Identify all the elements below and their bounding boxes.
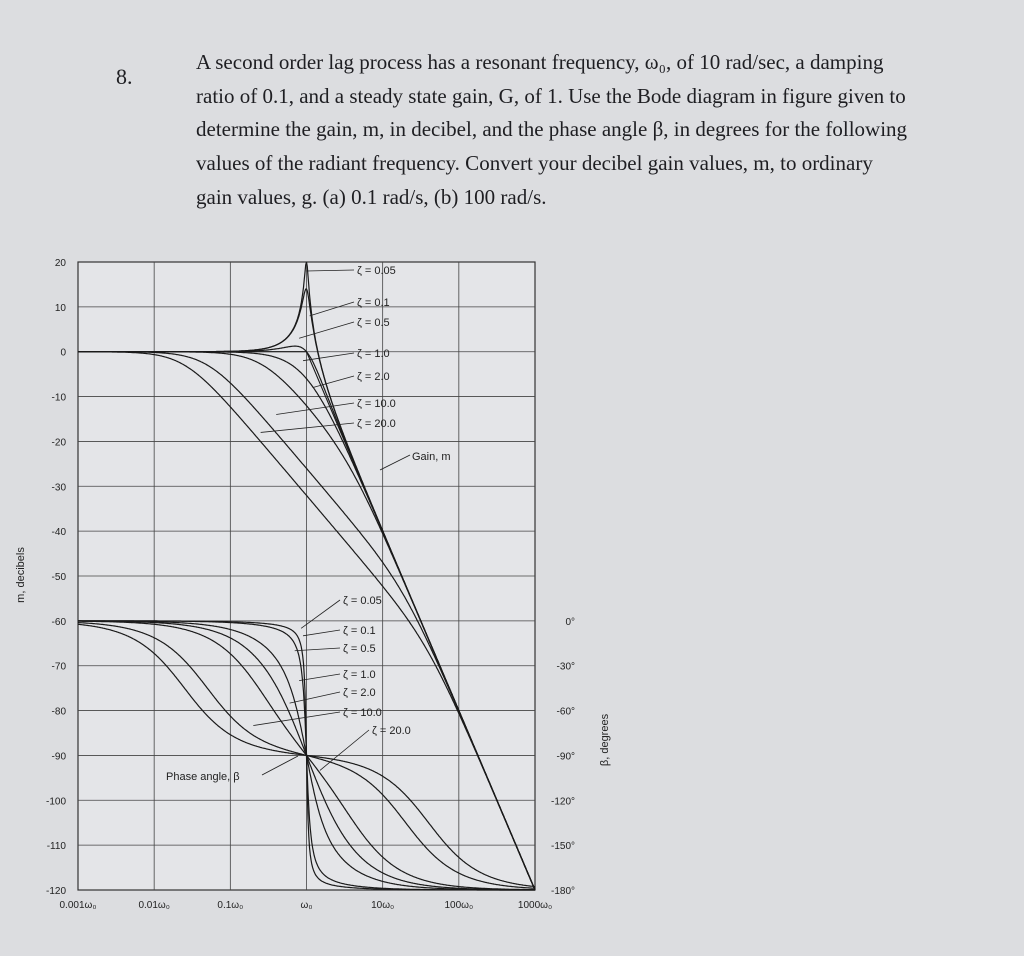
y-left-tick-label: -10 xyxy=(51,392,66,404)
y-left-tick-label: 0 xyxy=(60,347,66,359)
y-left-tick-label: -120 xyxy=(45,886,66,897)
question-line-2: ratio of 0.1, and a steady state gain, G, of 1. Use the Bode diagram in figure given to xyxy=(196,84,906,108)
y-right-tick-label: -120° xyxy=(550,796,575,808)
phase-zeta-label: ζ = 0.05 xyxy=(343,595,382,607)
x-tick-label: 0.01ω₀ xyxy=(138,900,170,911)
y-right-tick-label: -90° xyxy=(556,751,575,763)
y-right-tick-label: -60° xyxy=(556,706,575,718)
question-line-1: A second order lag process has a resonant frequency, ω₀, of 10 rad/sec, a damping xyxy=(196,50,884,74)
phase-zeta-label: ζ = 1.0 xyxy=(343,669,376,681)
question-line-3: determine the gain, m, in decibel, and the phase angle β, in degrees for the following xyxy=(196,117,908,141)
phase-zeta-label: ζ = 0.1 xyxy=(343,625,376,637)
question-number: 8. xyxy=(116,64,133,89)
x-tick-label: 0.001ω₀ xyxy=(59,900,97,911)
gain-zeta-label: ζ = 0.5 xyxy=(357,317,390,329)
x-tick-label: 10ω₀ xyxy=(371,900,395,911)
y-left-tick-label: -40 xyxy=(51,527,66,539)
y-left-tick-label: -110 xyxy=(46,841,66,853)
y-left-tick-label: -60 xyxy=(51,616,66,628)
phase-zeta-label: ζ = 0.5 xyxy=(343,643,376,655)
y-left-axis-title: m, decibels xyxy=(15,547,27,603)
y-right-tick-label: -150° xyxy=(550,841,575,853)
x-tick-label: ω₀ xyxy=(300,900,313,911)
y-left-tick-label: -70 xyxy=(51,661,66,673)
y-left-tick-label: -50 xyxy=(51,572,66,583)
y-right-axis-title: β, degrees xyxy=(599,713,611,767)
y-left-tick-label: -20 xyxy=(51,437,66,449)
y-left-tick-label: -30 xyxy=(51,482,66,494)
y-right-tick-label: 0° xyxy=(565,616,575,628)
y-left-tick-label: -100 xyxy=(45,796,66,808)
y-left-tick-label: -80 xyxy=(51,706,66,718)
y-left-tick-label: 10 xyxy=(54,302,66,314)
y-right-tick-label: -180° xyxy=(550,886,575,897)
x-tick-label: 0.1ω₀ xyxy=(217,900,244,911)
phase-zeta-label: ζ = 2.0 xyxy=(343,687,376,699)
question-line-4: values of the radiant frequency. Convert your decibel gain values, m, to ordinary xyxy=(196,151,873,175)
gain-zeta-label: ζ = 0.05 xyxy=(357,265,396,277)
phase-zeta-label: ζ = 20.0 xyxy=(372,725,411,737)
gain-zeta-label: ζ = 10.0 xyxy=(357,398,396,410)
gain-curve-label: Gain, m xyxy=(412,451,451,463)
gain-zeta-label: ζ = 1.0 xyxy=(357,348,390,360)
x-tick-label: 100ω₀ xyxy=(444,900,474,911)
y-left-tick-label: 20 xyxy=(54,258,66,269)
gain-zeta-label: ζ = 2.0 xyxy=(357,371,390,383)
gain-zeta-label: ζ = 0.1 xyxy=(357,297,390,309)
x-tick-label: 1000ω₀ xyxy=(517,900,553,911)
phase-zeta-label: ζ = 10.0 xyxy=(343,707,382,719)
y-left-tick-label: -90 xyxy=(51,751,66,763)
phase-curve-label: Phase angle, β xyxy=(166,771,240,783)
gain-zeta-label: ζ = 20.0 xyxy=(357,418,396,430)
question-line-5: gain values, g. (a) 0.1 rad/s, (b) 100 rad/s. xyxy=(196,185,547,209)
y-right-tick-label: -30° xyxy=(556,661,575,673)
